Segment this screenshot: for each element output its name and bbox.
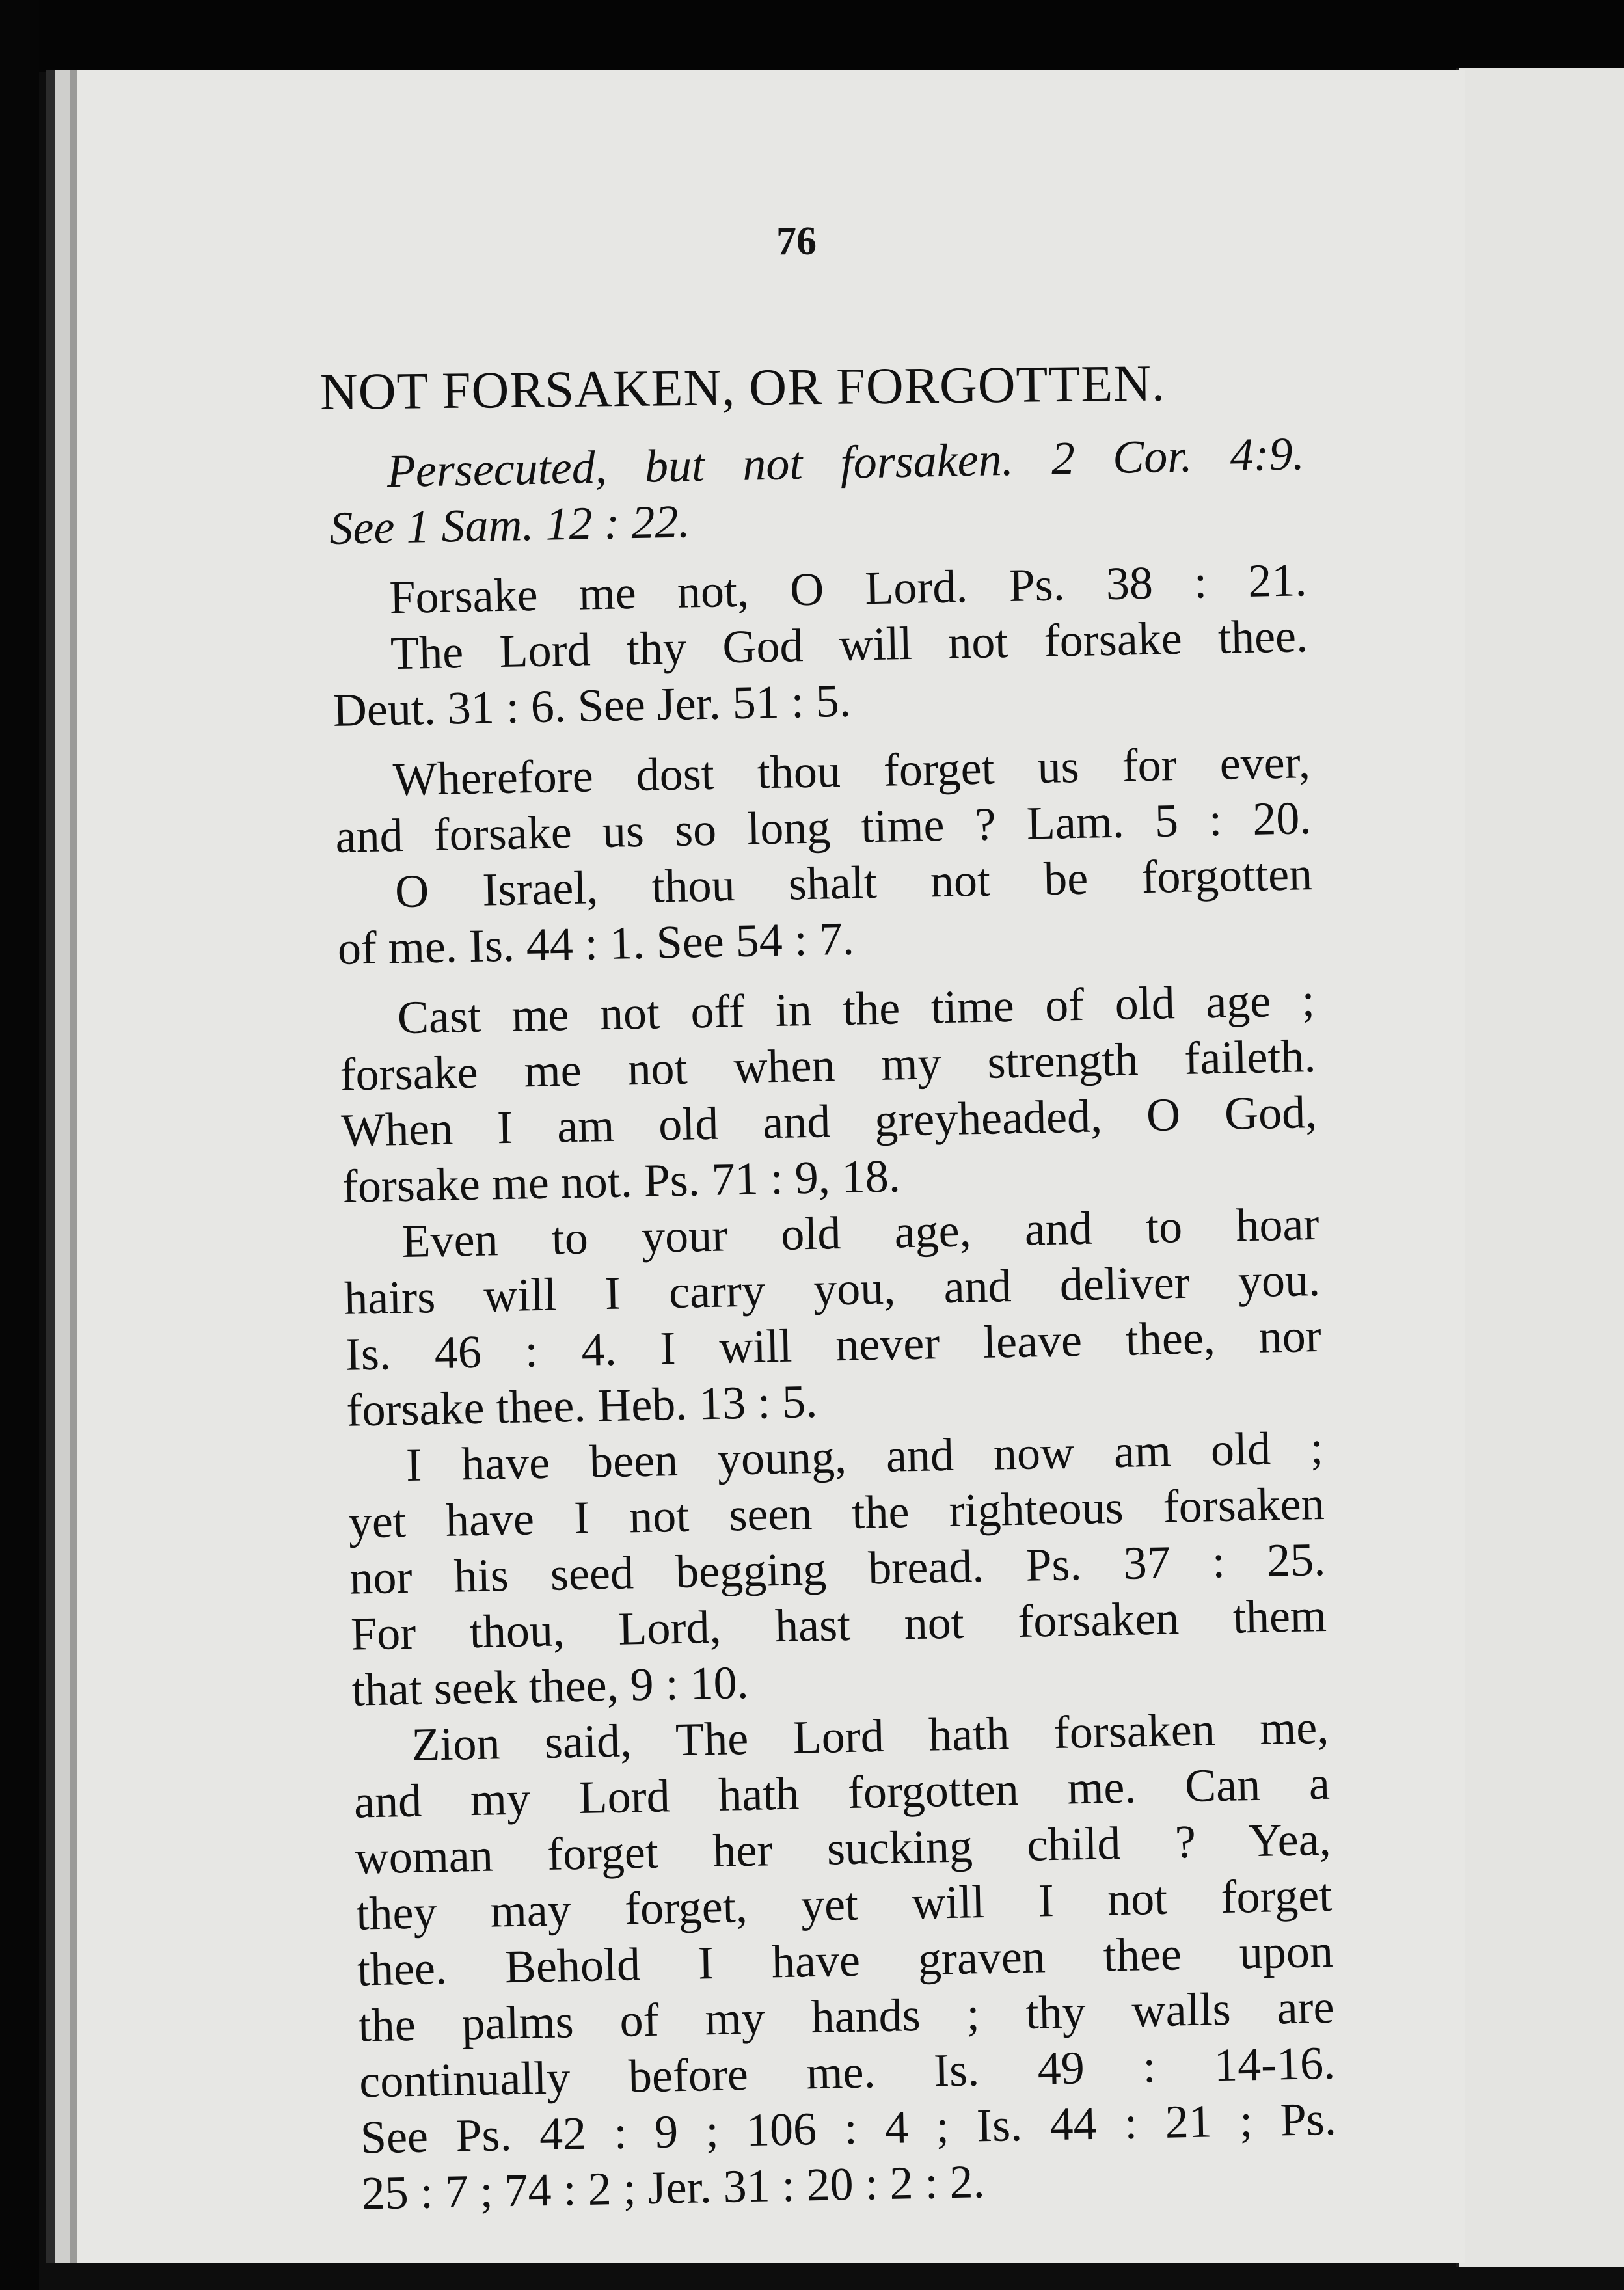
text-line: forsake me not. Ps. 71 : 9, 18. (342, 1150, 901, 1213)
text-line: that seek thee, 9 : 10. (351, 1656, 750, 1716)
text-line: of me. Is. 44 : 1. See 54 : 7. (337, 912, 855, 975)
text-line: For thou, Lord, hast not forsaken them (350, 1589, 1327, 1660)
facing-page-edge (1456, 68, 1624, 2267)
page-number: 76 (776, 219, 817, 263)
text-line: Cast me not off in the time of old age ; (397, 974, 1316, 1044)
text-line: Zion said, The Lord hath forsaken me, (411, 1701, 1329, 1771)
text-line: Wherefore dost thou forget us for ever, (392, 736, 1311, 806)
text-line: When I am old and greyheaded, O God, (340, 1086, 1318, 1157)
text-line: Even to your old age, and to hoar (401, 1197, 1320, 1268)
text-line: The Lord thy God will not forsake thee. (390, 610, 1308, 680)
text-line: the palms of my hands ; thy walls are (357, 1980, 1335, 2052)
text-line: Persecuted, but not forsaken. 2 Cor. 4:9. (386, 427, 1305, 498)
text-line: and my Lord hath forgotten me. Can a (353, 1757, 1331, 1828)
text-line: Deut. 31 : 6. See Jer. 51 : 5. (332, 674, 852, 736)
text-line: Forsake me not, O Lord. Ps. 38 : 21. (388, 554, 1308, 624)
text-line: thee. Behold I have graven thee upon (357, 1924, 1334, 1996)
body-text (328, 425, 1338, 2221)
scan-left-border (0, 0, 39, 2290)
text-line: forsake me not when my strength faileth. (339, 1030, 1317, 1101)
text-line: 25 : 7 ; 74 : 2 ; Jer. 31 : 20 : 2 : 2. (360, 2155, 986, 2220)
page-heading: NOT FORSAKEN, OR FORGOTTEN. (319, 355, 1166, 421)
text-line: nor his seed begging bread. Ps. 37 : 25. (349, 1533, 1326, 1604)
text-line: continually before me. Is. 49 : 14-16. (359, 2036, 1336, 2108)
scan-top-border (0, 0, 1624, 72)
text-line: hairs will I carry you, and deliver you. (344, 1253, 1321, 1325)
text-line: forsake thee. Heb. 13 : 5. (345, 1375, 818, 1436)
text-line: they may forget, yet will I not forget (355, 1868, 1333, 1940)
text-line: I have been young, and now am old ; (405, 1421, 1324, 1491)
text-line: O Israel, thou shalt not be forgotten (394, 848, 1313, 918)
text-line: See 1 Sam. 12 : 22. (329, 495, 691, 554)
text-line: woman forget her sucking child ? Yea, (354, 1812, 1332, 1884)
text-line: Is. 46 : 4. I will never leave thee, nor (345, 1309, 1322, 1381)
text-line: yet have I not seen the righteous forsaken (348, 1477, 1325, 1548)
text-line: and forsake us so long time ? Lam. 5 : 20. (334, 792, 1312, 863)
text-line: See Ps. 42 : 9 ; 106 : 4 ; Is. 44 : 21 ; Ps. (360, 2092, 1337, 2164)
book-page (46, 70, 1465, 2263)
